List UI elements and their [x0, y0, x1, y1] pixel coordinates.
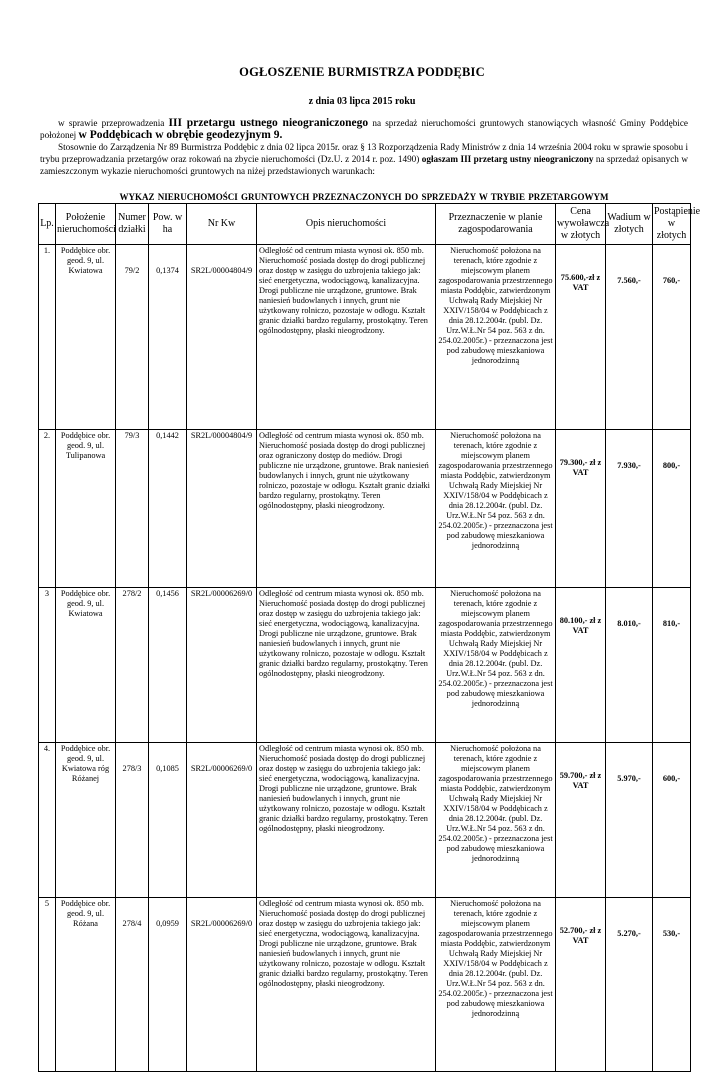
- row-area: 0,1442: [149, 430, 187, 588]
- row-area: 0,0959: [149, 898, 187, 1072]
- row-plan: Nieruchomość położona na terenach, które zgodnie z miejscowym planem zagospodarowania przestrzennego miasta Poddębic, zatwierdzonym Uchwałą Rady Miejskiej Nr XXIV/158/04 w Poddębicach z dnia 28.12.2004r. (publ. Dz. Urz.W.Ł.Nr 54 poz. 563 z dn. 254.02.2005r.) - przeznaczona jest pod zabudowę mieszkaniowa jednorodzinną: [436, 743, 556, 898]
- row-step: 800,-: [653, 430, 691, 588]
- row-location: Poddębice obr. geod. 9, ul. Różana: [56, 898, 116, 1072]
- row-lp: 1.: [39, 245, 56, 430]
- table-title: WYKAZ NIERUCHOMOŚCI GRUNTOWYCH PRZEZNACZONYCH DO SPRZEDAŻY W TRYBIE PRZETARGOWYM: [119, 192, 609, 202]
- table-row: [39, 245, 691, 430]
- row-step: 760,-: [653, 245, 691, 430]
- intro-text: [40, 117, 688, 177]
- announcement-emphasis: ogłaszam III przetarg ustny nieograniczony: [421, 154, 594, 164]
- row-plan: Nieruchomość położona na terenach, które zgodnie z miejscowym planem zagospodarowania przestrzennego miasta Poddębic, zatwierdzonym Uchwałą Rady Miejskiej Nr XXIV/158/04 w Poddębicach z dnia 28.12.2004r. (publ. Dz. Urz.W.Ł.Nr 54 poz. 563 z dn. 254.02.2005r.) - przeznaczona jest pod zabudowę mieszkaniowa jednorodzinną: [436, 898, 556, 1072]
- intro-paragraph-1: [40, 117, 688, 141]
- row-kw: SR2L/00004804/9: [187, 430, 257, 588]
- table-row: [39, 430, 691, 588]
- row-location: Poddębice obr. geod. 9, ul. Tulipanowa: [56, 430, 116, 588]
- row-lp: 5: [39, 898, 56, 1072]
- row-parcel: 278/3: [116, 743, 149, 898]
- column-header-location: Położenie nieruchomości: [56, 204, 116, 245]
- column-header-price: Cena wywoławcza w złotych: [556, 204, 606, 245]
- document-date: z dnia 03 lipca 2015 roku: [308, 96, 416, 107]
- row-price: 52.700,- zł z VAT: [556, 898, 606, 1072]
- row-location: Poddębice obr. geod. 9, ul. Kwiatowa: [56, 245, 116, 430]
- row-area: 0,1085: [149, 743, 187, 898]
- row-parcel: 278/4: [116, 898, 149, 1072]
- row-location: Poddębice obr. geod. 9, ul. Kwiatowa róg Różanej: [56, 743, 116, 898]
- row-step: 810,-: [653, 588, 691, 743]
- row-description: Odległość od centrum miasta wynosi ok. 850 mb. Nieruchomość posiada dostęp do drogi publicznej oraz dostęp w zasięgu do uzbrojenia takiego jak: sieć energetyczna, wodociągową, kanalizacyjna. Drogi publiczne nie urządzone, gruntowe. Brak naniesień budowlanych i innych, grunt nie użytkowany rolniczo, pozostaje w odłogu. Kształt granic działki bardzo regularny, prostokątny. Teren ogólnodostępny, płaski nieogrodzony.: [257, 245, 436, 430]
- column-header-deposit: Wadium w złotych: [606, 204, 653, 245]
- intro-text-segment: na sprzedaż nieruchomości gruntowych stanowiących własność Gminy Poddębice położonej: [40, 118, 689, 140]
- row-deposit: 5.270,-: [606, 898, 653, 1072]
- table-row: [39, 743, 691, 898]
- row-price: 59.700,- zł z VAT: [556, 743, 606, 898]
- row-step: 530,-: [653, 898, 691, 1072]
- row-plan: Nieruchomość położona na terenach, które zgodnie z miejscowym planem zagospodarowania przestrzennego miasta Poddębic, zatwierdzonym Uchwałą Rady Miejskiej Nr XXIV/158/04 w Poddębicach z dnia 28.12.2004r. (publ. Dz. Urz.W.Ł.Nr 54 poz. 563 z dn. 254.02.2005r.) - przeznaczona jest pod zabudowę mieszkaniowa jednorodzinną: [436, 430, 556, 588]
- row-description: Odległość od centrum miasta wynosi ok. 850 mb. Nieruchomość posiada dostęp do drogi publicznej oraz ograniczony dostęp do mediów. Drogi publiczne nie urządzone, gruntowe. Brak naniesień budowlanych i innych, grunt nie użytkowany rolniczo, pozostaje w odłogu. Kształt granic działki bardzo regularny, prostokątny. Teren ogólnodostępny, płaski nieogrodzony.: [257, 430, 436, 588]
- row-lp: 2.: [39, 430, 56, 588]
- row-parcel: 79/2: [116, 245, 149, 430]
- row-kw: SR2L/00006269/0: [187, 743, 257, 898]
- intro-text-segment: w sprawie przeprowadzenia: [58, 118, 169, 128]
- row-parcel: 79/3: [116, 430, 149, 588]
- column-header-parcel: Numer działki: [116, 204, 149, 245]
- row-description: Odległość od centrum miasta wynosi ok. 850 mb. Nieruchomość posiada dostęp do drogi publicznej oraz dostęp w zasięgu do uzbrojenia takiego jak: sieć energetyczna, wodociągową, kanalizacyjna. Drogi publiczne nie urządzone, gruntowe. Brak naniesień budowlanych i innych, grunt nie użytkowany rolniczo, pozostaje w odłogu. Kształt granic działki bardzo regularny, prostokątny. Teren ogólnodostępny, płaski nieogrodzony.: [257, 588, 436, 743]
- row-description: Odległość od centrum miasta wynosi ok. 850 mb. Nieruchomość posiada dostęp do drogi publicznej oraz dostęp w zasięgu do uzbrojenia takiego jak: sieć energetyczna, wodociągową, kanalizacyjna. Drogi publiczne nie urządzone, gruntowe. Brak naniesień budowlanych i innych, grunt nie użytkowany rolniczo, pozostaje w odłogu. Kształt granic działki bardzo regularny, prostokątny. Teren ogólnodostępny, płaski nieogrodzony.: [257, 898, 436, 1072]
- row-plan: Nieruchomość położona na terenach, które zgodnie z miejscowym planem zagospodarowania przestrzennego miasta Poddębic, zatwierdzonym Uchwałą Rady Miejskiej Nr XXIV/158/04 w Poddębicach z dnia 28.12.2004r. (publ. Dz. Urz.W.Ł.Nr 54 poz. 563 z dn. 254.02.2005r.) - przeznaczona jest pod zabudowę mieszkaniowa jednorodzinną: [436, 588, 556, 743]
- column-header-step: Postąpienie w złotych: [653, 204, 691, 245]
- row-kw: SR2L/00004804/9: [187, 245, 257, 430]
- row-kw: SR2L/00006269/0: [187, 588, 257, 743]
- column-header-description: Opis nieruchomości: [257, 204, 436, 245]
- row-location: Poddębice obr. geod. 9, ul. Kwiatowa: [56, 588, 116, 743]
- row-description: Odległość od centrum miasta wynosi ok. 850 mb. Nieruchomość posiada dostęp do drogi publicznej oraz dostęp w zasięgu do uzbrojenia takiego jak: sieć energetyczna, wodociągową, kanalizacyjna. Drogi publiczne nie urządzone, gruntowe. Brak naniesień budowlanych i innych, grunt nie użytkowany rolniczo, pozostaje w odłogu. Kształt granic działki bardzo regularny, prostokątny. Teren ogólnodostępny, płaski nieogrodzony.: [257, 743, 436, 898]
- row-parcel: 278/2: [116, 588, 149, 743]
- row-area: 0,1456: [149, 588, 187, 743]
- row-deposit: 7.930,-: [606, 430, 653, 588]
- intro-text-segment: Stosownie do Zarządzenia Nr 89 Burmistrza Poddębic z dnia 02 lipca 2015r. oraz § 13 Rozporządzenia Rady Ministrów z dnia 14 września 2004 roku w sprawie sposobu i trybu przeprowadzania przetargów oraz rokowań na zbycie nieruchomości (Dz.U. z 2014 r. poz. 1490): [40, 142, 688, 164]
- column-header-lp: Lp.: [39, 204, 56, 245]
- property-table: [38, 203, 701, 1072]
- row-price: 80.100,- zł z VAT: [556, 588, 606, 743]
- row-area: 0,1374: [149, 245, 187, 430]
- table-row: [39, 588, 691, 743]
- row-deposit: 5.970,-: [606, 743, 653, 898]
- table-header-row: [39, 204, 691, 245]
- auction-type-emphasis: III przetargu ustnego nieograniczonego: [168, 117, 369, 129]
- row-kw: SR2L/00006269/0: [187, 898, 257, 1072]
- row-price: 75.600,-zł z VAT: [556, 245, 606, 430]
- row-lp: 4.: [39, 743, 56, 898]
- row-step: 600,-: [653, 743, 691, 898]
- row-deposit: 8.010,-: [606, 588, 653, 743]
- row-lp: 3: [39, 588, 56, 743]
- intro-text-segment: na sprzedaż opisanych w zamieszczonym wykazie nieruchomości gruntowych na niżej przedstawionych warunkach:: [40, 154, 689, 176]
- column-header-kw: Nr Kw: [187, 204, 257, 245]
- row-plan: Nieruchomość położona na terenach, które zgodnie z miejscowym planem zagospodarowania przestrzennego miasta Poddębic, zatwierdzonym Uchwałą Rady Miejskiej Nr XXIV/158/04 w Poddębicach z dnia 28.12.2004r. (publ. Dz. Urz.W.Ł.Nr 54 poz. 563 z dn. 254.02.2005r.) - przeznaczona jest pod zabudowę mieszkaniowa jednorodzinną: [436, 245, 556, 430]
- column-header-plan: Przeznaczenie w planie zagospodarowania: [436, 204, 556, 245]
- location-emphasis: w Poddębicach w obrębie geodezyjnym 9.: [78, 129, 283, 141]
- row-deposit: 7.560,-: [606, 245, 653, 430]
- document-title: OGŁOSZENIE BURMISTRZA PODDĘBIC: [239, 65, 485, 79]
- row-price: 79.300,- zł z VAT: [556, 430, 606, 588]
- table-row: [39, 898, 691, 1072]
- column-header-area: Pow. w ha: [149, 204, 187, 245]
- intro-paragraph-2: [40, 141, 688, 177]
